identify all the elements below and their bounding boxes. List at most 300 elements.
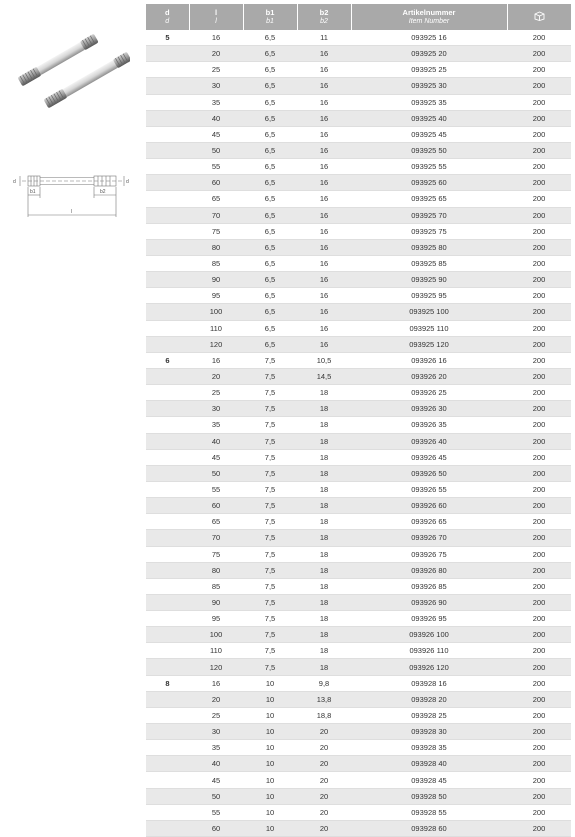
cell-item-number: 093928 16 [351,675,507,691]
cell-item-number: 093928 45 [351,772,507,788]
cell-d [146,159,189,175]
table-row [146,724,571,740]
cell-d [146,255,189,271]
cell-d [146,578,189,594]
table-row [146,352,571,368]
table-row [146,772,571,788]
cell-l: 85 [189,578,243,594]
cell-b2: 16 [297,126,351,142]
cell-b1: 7,5 [243,627,297,643]
cell-package-qty: 200 [507,481,571,497]
table-row [146,207,571,223]
cell-item-number: 093925 90 [351,272,507,288]
table-row [146,481,571,497]
cell-b2: 20 [297,788,351,804]
cell-l: 100 [189,627,243,643]
cell-b1: 6,5 [243,288,297,304]
cell-l: 80 [189,562,243,578]
cell-item-number: 093926 80 [351,562,507,578]
cell-b2: 13,8 [297,691,351,707]
table-row [146,546,571,562]
cell-b2: 16 [297,255,351,271]
cell-l: 20 [189,46,243,62]
cell-l: 80 [189,239,243,255]
cell-b2: 16 [297,191,351,207]
cell-item-number: 093928 50 [351,788,507,804]
cell-b2: 18 [297,401,351,417]
cell-package-qty: 200 [507,304,571,320]
cell-item-number: 093925 65 [351,191,507,207]
cell-package-qty: 200 [507,46,571,62]
table-row [146,627,571,643]
cell-b1: 6,5 [243,159,297,175]
cell-package-qty: 200 [507,594,571,610]
cell-b1: 10 [243,707,297,723]
table-body [146,30,571,837]
table-row [146,110,571,126]
cell-b1: 7,5 [243,530,297,546]
table-row [146,368,571,384]
header-subtitle: b1 [266,18,274,25]
cell-package-qty: 200 [507,804,571,820]
cell-b1: 6,5 [243,78,297,94]
cell-b2: 20 [297,756,351,772]
cell-d [146,239,189,255]
cell-d [146,175,189,191]
cell-d: 8 [146,675,189,691]
cell-d [146,659,189,675]
cell-b1: 7,5 [243,578,297,594]
table-row [146,756,571,772]
dimension-drawing [8,165,133,230]
cell-d [146,514,189,530]
table-row [146,62,571,78]
header-title: Artikelnummer [402,8,456,17]
cell-l: 90 [189,594,243,610]
cell-package-qty: 200 [507,740,571,756]
cell-package-qty: 200 [507,255,571,271]
cell-d [146,191,189,207]
table-row [146,804,571,820]
cell-item-number: 093926 95 [351,611,507,627]
cell-b2: 16 [297,94,351,110]
cell-b2: 18 [297,562,351,578]
cell-package-qty: 200 [507,175,571,191]
cell-item-number: 093928 55 [351,804,507,820]
table-row [146,578,571,594]
table-row [146,594,571,610]
cell-b2: 16 [297,207,351,223]
cell-l: 25 [189,62,243,78]
table-row [146,675,571,691]
cell-l: 85 [189,255,243,271]
header-title: l [214,8,218,17]
cell-d [146,94,189,110]
label-d-right: d [126,179,129,185]
label-l: l [71,209,73,215]
table-row [146,191,571,207]
cell-b2: 18 [297,611,351,627]
cell-b1: 10 [243,740,297,756]
cell-item-number: 093926 100 [351,627,507,643]
package-icon [534,11,545,21]
table-row [146,562,571,578]
cell-package-qty: 200 [507,368,571,384]
cell-d [146,643,189,659]
cell-l: 30 [189,401,243,417]
cell-b1: 7,5 [243,401,297,417]
cell-package-qty: 200 [507,142,571,158]
cell-package-qty: 200 [507,159,571,175]
cell-package-qty: 200 [507,724,571,740]
cell-package-qty: 200 [507,659,571,675]
cell-item-number: 093926 75 [351,546,507,562]
table-row [146,449,571,465]
cell-l: 50 [189,142,243,158]
table-row [146,611,571,627]
table-row [146,691,571,707]
cell-b2: 20 [297,804,351,820]
cell-l: 70 [189,530,243,546]
cell-d [146,594,189,610]
cell-d: 5 [146,30,189,46]
cell-b1: 7,5 [243,498,297,514]
table-row [146,707,571,723]
cell-item-number: 093926 120 [351,659,507,675]
cell-l: 90 [189,272,243,288]
cell-l: 50 [189,465,243,481]
cell-l: 75 [189,546,243,562]
cell-l: 16 [189,30,243,46]
table-row [146,401,571,417]
cell-b2: 20 [297,740,351,756]
cell-l: 50 [189,788,243,804]
cell-package-qty: 200 [507,530,571,546]
cell-d [146,481,189,497]
cell-b1: 7,5 [243,562,297,578]
label-b2: b2 [100,189,106,195]
cell-d [146,449,189,465]
cell-b1: 10 [243,724,297,740]
cell-package-qty: 200 [507,820,571,836]
header-title: b1 [265,8,275,17]
table-header-row [146,4,571,30]
cell-b2: 18 [297,530,351,546]
cell-item-number: 093925 40 [351,110,507,126]
cell-b1: 10 [243,820,297,836]
cell-package-qty: 200 [507,643,571,659]
cell-d [146,223,189,239]
cell-b2: 11 [297,30,351,46]
cell-b2: 20 [297,772,351,788]
table-row [146,417,571,433]
table-row [146,94,571,110]
header-subtitle: b2 [320,18,328,25]
cell-b1: 7,5 [243,659,297,675]
table-row [146,514,571,530]
cell-b2: 18 [297,594,351,610]
cell-b1: 10 [243,756,297,772]
cell-l: 16 [189,675,243,691]
cell-l: 45 [189,449,243,465]
cell-package-qty: 200 [507,562,571,578]
cell-item-number: 093925 45 [351,126,507,142]
cell-l: 30 [189,78,243,94]
cell-b1: 10 [243,804,297,820]
cell-b2: 16 [297,142,351,158]
cell-l: 110 [189,643,243,659]
table-row [146,175,571,191]
cell-item-number: 093925 55 [351,159,507,175]
cell-d [146,304,189,320]
cell-b1: 6,5 [243,46,297,62]
cell-item-number: 093926 70 [351,530,507,546]
cell-l: 25 [189,385,243,401]
cell-item-number: 093926 35 [351,417,507,433]
cell-d [146,336,189,352]
col-header-l [189,4,243,30]
cell-package-qty: 200 [507,62,571,78]
cell-package-qty: 200 [507,385,571,401]
cell-package-qty: 200 [507,691,571,707]
cell-b1: 6,5 [243,255,297,271]
cell-item-number: 093928 20 [351,691,507,707]
cell-item-number: 093928 30 [351,724,507,740]
cell-b2: 14,5 [297,368,351,384]
cell-d [146,724,189,740]
cell-b2: 18,8 [297,707,351,723]
cell-d [146,110,189,126]
cell-b2: 16 [297,239,351,255]
table-row [146,272,571,288]
cell-d [146,46,189,62]
cell-b1: 7,5 [243,594,297,610]
cell-b1: 7,5 [243,465,297,481]
label-b1: b1 [30,189,36,195]
table-row [146,643,571,659]
cell-package-qty: 200 [507,514,571,530]
cell-d [146,401,189,417]
table-row [146,498,571,514]
col-header-b1 [243,4,297,30]
cell-b2: 18 [297,627,351,643]
cell-b1: 6,5 [243,175,297,191]
cell-package-qty: 200 [507,126,571,142]
cell-item-number: 093926 40 [351,433,507,449]
cell-b2: 18 [297,417,351,433]
table-row [146,239,571,255]
cell-item-number: 093928 35 [351,740,507,756]
cell-d [146,142,189,158]
cell-item-number: 093926 85 [351,578,507,594]
cell-item-number: 093925 70 [351,207,507,223]
cell-b2: 16 [297,223,351,239]
cell-b1: 6,5 [243,272,297,288]
cell-d [146,740,189,756]
cell-b1: 10 [243,772,297,788]
cell-b2: 9,8 [297,675,351,691]
table-row [146,304,571,320]
cell-b2: 16 [297,62,351,78]
cell-b1: 6,5 [243,142,297,158]
cell-b1: 7,5 [243,449,297,465]
cell-l: 95 [189,611,243,627]
table-row [146,288,571,304]
cell-package-qty: 200 [507,627,571,643]
cell-item-number: 093925 110 [351,320,507,336]
cell-l: 60 [189,175,243,191]
table-row [146,142,571,158]
cell-package-qty: 200 [507,288,571,304]
table-row [146,385,571,401]
cell-l: 65 [189,514,243,530]
cell-b1: 6,5 [243,191,297,207]
cell-package-qty: 200 [507,30,571,46]
cell-b2: 18 [297,514,351,530]
cell-b1: 10 [243,691,297,707]
cell-item-number: 093925 30 [351,78,507,94]
cell-item-number: 093925 25 [351,62,507,78]
cell-b2: 16 [297,288,351,304]
header-title: d [164,8,170,17]
table-row [146,255,571,271]
cell-d [146,417,189,433]
cell-d [146,288,189,304]
table-row [146,320,571,336]
cell-b1: 6,5 [243,320,297,336]
cell-b2: 16 [297,175,351,191]
cell-l: 110 [189,320,243,336]
cell-package-qty: 200 [507,320,571,336]
table-row [146,659,571,675]
cell-d [146,530,189,546]
table-row [146,159,571,175]
cell-package-qty: 200 [507,417,571,433]
cell-item-number: 093926 65 [351,514,507,530]
cell-b2: 20 [297,820,351,836]
cell-item-number: 093925 95 [351,288,507,304]
cell-package-qty: 200 [507,223,571,239]
cell-d [146,756,189,772]
cell-l: 40 [189,433,243,449]
cell-l: 45 [189,772,243,788]
cell-b1: 7,5 [243,352,297,368]
col-header-package [507,4,571,30]
cell-d [146,691,189,707]
cell-item-number: 093926 30 [351,401,507,417]
cell-b1: 7,5 [243,481,297,497]
cell-b2: 16 [297,110,351,126]
cell-b1: 6,5 [243,110,297,126]
cell-item-number: 093925 35 [351,94,507,110]
cell-b2: 18 [297,433,351,449]
cell-package-qty: 200 [507,78,571,94]
cell-package-qty: 200 [507,352,571,368]
col-header-b2 [297,4,351,30]
table-row [146,820,571,836]
cell-package-qty: 200 [507,336,571,352]
cell-item-number: 093928 60 [351,820,507,836]
cell-b1: 6,5 [243,336,297,352]
cell-package-qty: 200 [507,401,571,417]
cell-b1: 7,5 [243,643,297,659]
cell-package-qty: 200 [507,498,571,514]
cell-package-qty: 200 [507,110,571,126]
cell-item-number: 093925 80 [351,239,507,255]
cell-l: 60 [189,498,243,514]
cell-item-number: 093925 20 [351,46,507,62]
cell-item-number: 093926 20 [351,368,507,384]
cell-l: 35 [189,417,243,433]
cell-package-qty: 200 [507,756,571,772]
cell-package-qty: 200 [507,611,571,627]
table-row [146,530,571,546]
cell-b1: 6,5 [243,223,297,239]
cell-b2: 16 [297,336,351,352]
cell-b2: 18 [297,481,351,497]
cell-b1: 6,5 [243,207,297,223]
cell-item-number: 093926 60 [351,498,507,514]
cell-l: 35 [189,94,243,110]
cell-d [146,78,189,94]
cell-package-qty: 200 [507,239,571,255]
cell-l: 120 [189,336,243,352]
cell-d [146,207,189,223]
table-row [146,78,571,94]
cell-b1: 6,5 [243,62,297,78]
cell-b2: 16 [297,159,351,175]
cell-b1: 7,5 [243,385,297,401]
cell-b2: 18 [297,498,351,514]
cell-package-qty: 200 [507,94,571,110]
table-row [146,740,571,756]
cell-l: 120 [189,659,243,675]
cell-l: 20 [189,691,243,707]
cell-item-number: 093928 40 [351,756,507,772]
left-panel [0,0,140,792]
table-row [146,465,571,481]
cell-b2: 18 [297,578,351,594]
cell-item-number: 093926 16 [351,352,507,368]
cell-package-qty: 200 [507,707,571,723]
cell-d [146,385,189,401]
cell-b1: 6,5 [243,30,297,46]
cell-item-number: 093925 85 [351,255,507,271]
cell-item-number: 093925 60 [351,175,507,191]
cell-package-qty: 200 [507,465,571,481]
cell-item-number: 093926 45 [351,449,507,465]
cell-l: 55 [189,481,243,497]
table-row [146,30,571,46]
col-header-d [146,4,189,30]
cell-l: 55 [189,804,243,820]
cell-d [146,772,189,788]
cell-l: 65 [189,191,243,207]
cell-b2: 16 [297,304,351,320]
cell-package-qty: 200 [507,578,571,594]
cell-d [146,368,189,384]
cell-item-number: 093925 75 [351,223,507,239]
cell-l: 40 [189,110,243,126]
cell-b1: 6,5 [243,126,297,142]
cell-package-qty: 200 [507,191,571,207]
cell-b1: 7,5 [243,417,297,433]
cell-l: 70 [189,207,243,223]
cell-l: 35 [189,740,243,756]
cell-d [146,320,189,336]
header-subtitle: l [215,18,217,25]
cell-d [146,62,189,78]
